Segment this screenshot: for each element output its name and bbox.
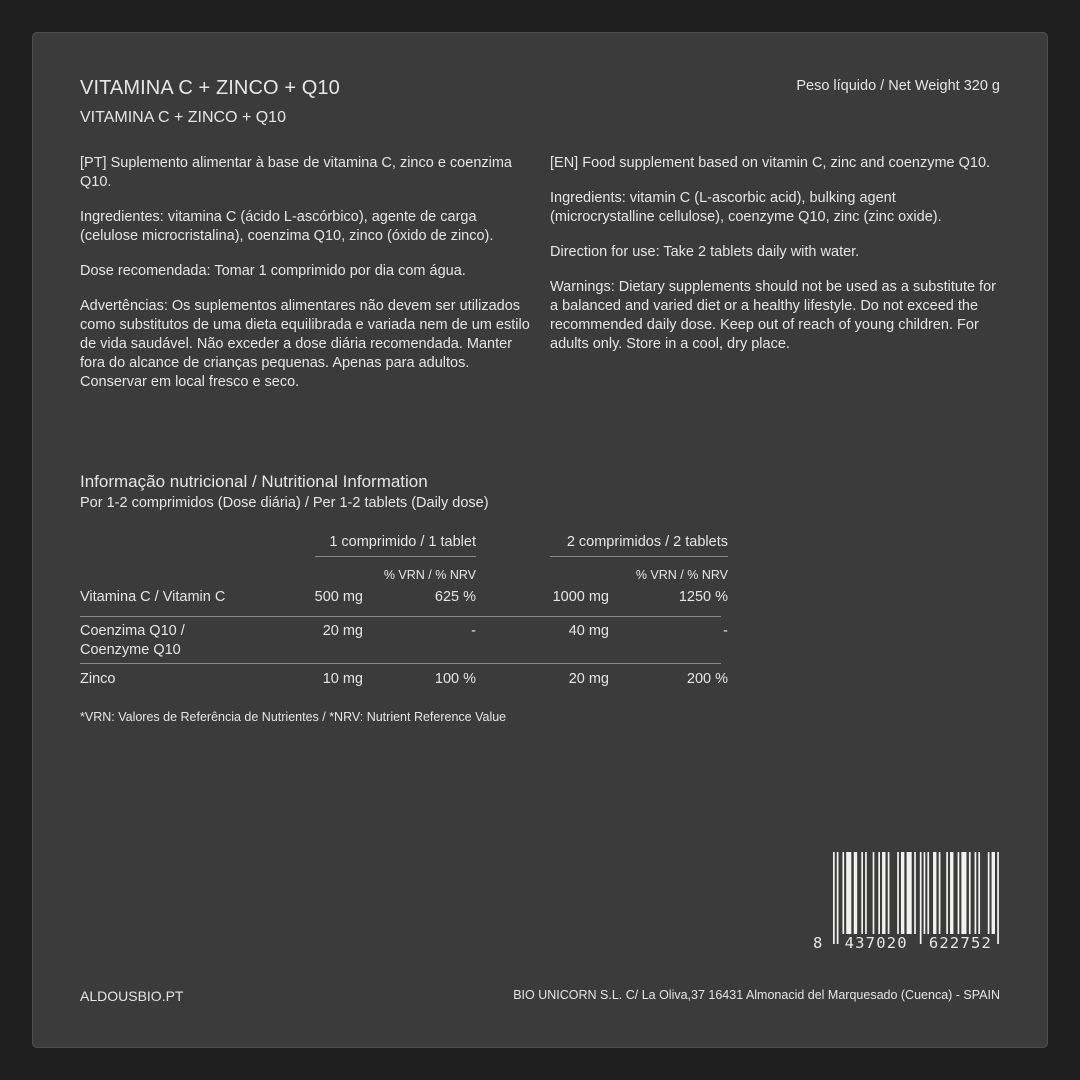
barcode-icon [833, 852, 1001, 944]
col2-header: 2 comprimidos / 2 tablets [566, 534, 728, 550]
barcode-bar [882, 852, 885, 934]
col2-vrn-label: % VRN / % NRV [635, 568, 728, 582]
barcode-bar [878, 852, 880, 934]
row-zinc-amount-1: 10 mg [322, 671, 363, 687]
barcode-number: 8 437020 622752 [813, 934, 993, 952]
barcode-bar [961, 852, 966, 934]
barcode-bar [920, 852, 922, 944]
en-warnings: Warnings: Dietary supplements should not be used as a substitute for a balanced and varied diet or a healthy lifestyle. Do not exceed the recommended daily dose. Keep out of reach of young children. For adults only. Store in a cool, dry place. [550, 279, 996, 352]
barcode-bar [854, 852, 857, 934]
barcode-bar [888, 852, 890, 934]
nutrition-title: Informação nutricional / Nutritional Information [80, 472, 428, 491]
row-vitamin-c-amount-1: 500 mg [314, 589, 363, 605]
barcode-bar [946, 852, 948, 934]
barcode-bar [997, 852, 999, 944]
row-vitamin-c-vrn-1: 625 % [434, 589, 476, 605]
pt-warnings: Advertências: Os suplementos alimentares não devem ser utilizados como substitutos de uma dieta equilibrada e variada nem de um estilo de vida saudável. Não exceder a dose diária recomendada. Manter fora do alcance de crianças pequenas. Apenas para adultos. Conservar em local fresco e seco. [80, 298, 530, 390]
row-coenzyme-name: Coenzima Q10 / [80, 623, 185, 639]
barcode-bar [924, 852, 926, 934]
barcode-bar [907, 852, 912, 934]
barcode-bar [873, 852, 875, 934]
barcode-bar [969, 852, 971, 934]
row-divider-1 [80, 616, 721, 617]
product-subtitle: VITAMINA C + ZINCO + Q10 [80, 109, 286, 126]
row-zinc-amount-2: 20 mg [568, 671, 609, 687]
barcode-bar [975, 852, 977, 934]
pt-intro: [PT] Suplemento alimentar à base de vitamina C, zinco e coenzima Q10. [80, 155, 512, 190]
row-vitamin-c-name: Vitamina C / Vitamin C [80, 589, 226, 605]
barcode-bar [842, 852, 844, 934]
barcode-bar [933, 852, 936, 934]
product-title: VITAMINA C + ZINCO + Q10 [80, 77, 340, 99]
row-coenzyme-vrn-1: - [471, 623, 476, 639]
row-coenzyme-vrn-2: - [723, 623, 728, 639]
barcode-bar [897, 852, 899, 934]
company-address: BIO UNICORN S.L. C/ La Oliva,37 16431 Almonacid del Marquesado (Cuenca) - SPAIN [513, 988, 1000, 1002]
barcode-bar [978, 852, 980, 934]
pt-dose: Dose recomendada: Tomar 1 comprimido por dia com água. [80, 263, 466, 279]
en-dose: Direction for use: Take 2 tablets daily with water. [550, 244, 860, 260]
col1-header: 1 comprimido / 1 tablet [329, 534, 476, 550]
en-intro: [EN] Food supplement based on vitamin C, zinc and coenzyme Q10. [550, 155, 991, 171]
col2-header-rule [550, 556, 728, 557]
nutrition-subtitle: Por 1-2 comprimidos (Dose diária) / Per 1-2 tablets (Daily dose) [80, 495, 489, 511]
english-column [550, 154, 1000, 370]
portuguese-column [80, 154, 530, 408]
row-zinc-vrn-2: 200 % [686, 671, 728, 687]
barcode-bar [950, 852, 953, 934]
row-coenzyme-amount-2: 40 mg [568, 623, 609, 639]
row-divider-2 [80, 663, 721, 664]
row-zinc-vrn-1: 100 % [434, 671, 476, 687]
row-zinc-name: Zinco [80, 671, 116, 687]
label-panel [32, 32, 1048, 1048]
barcode-bar [846, 852, 851, 934]
en-ingredients: Ingredients: vitamin C (L-ascorbic acid), bulking agent (microcrystalline cellulose), coenzyme Q10, zinc (zinc oxide). [550, 190, 942, 225]
col1-header-rule [315, 556, 476, 557]
barcode-bar [988, 852, 990, 934]
barcode-bar [865, 852, 867, 934]
barcode-bar [939, 852, 941, 934]
website-label: ALDOUSBIO.PT [80, 988, 184, 1004]
row-coenzyme-amount-1: 20 mg [322, 623, 363, 639]
barcode-bar [914, 852, 916, 934]
nutrition-footnote: *VRN: Valores de Referência de Nutrientes / *NRV: Nutrient Reference Value [80, 710, 507, 724]
barcode-bar [958, 852, 960, 934]
col1-vrn-label: % VRN / % NRV [383, 568, 476, 582]
row-vitamin-c-vrn-2: 1250 % [678, 589, 728, 605]
barcode-bar [992, 852, 995, 934]
net-weight: Peso líquido / Net Weight 320 g [796, 78, 1000, 94]
row-vitamin-c-amount-2: 1000 mg [552, 589, 609, 605]
barcode-bar [901, 852, 904, 934]
pt-ingredients: Ingredientes: vitamina C (ácido L-ascórbico), agente de carga (celulose microcristalina), coenzima Q10, zinco (óxido de zinco). [80, 209, 494, 244]
row-coenzyme-name-en: Coenzyme Q10 [80, 642, 181, 658]
barcode-bar [861, 852, 863, 934]
barcode-bar [927, 852, 929, 934]
barcode-bar [837, 852, 839, 944]
barcode-bar [833, 852, 835, 944]
